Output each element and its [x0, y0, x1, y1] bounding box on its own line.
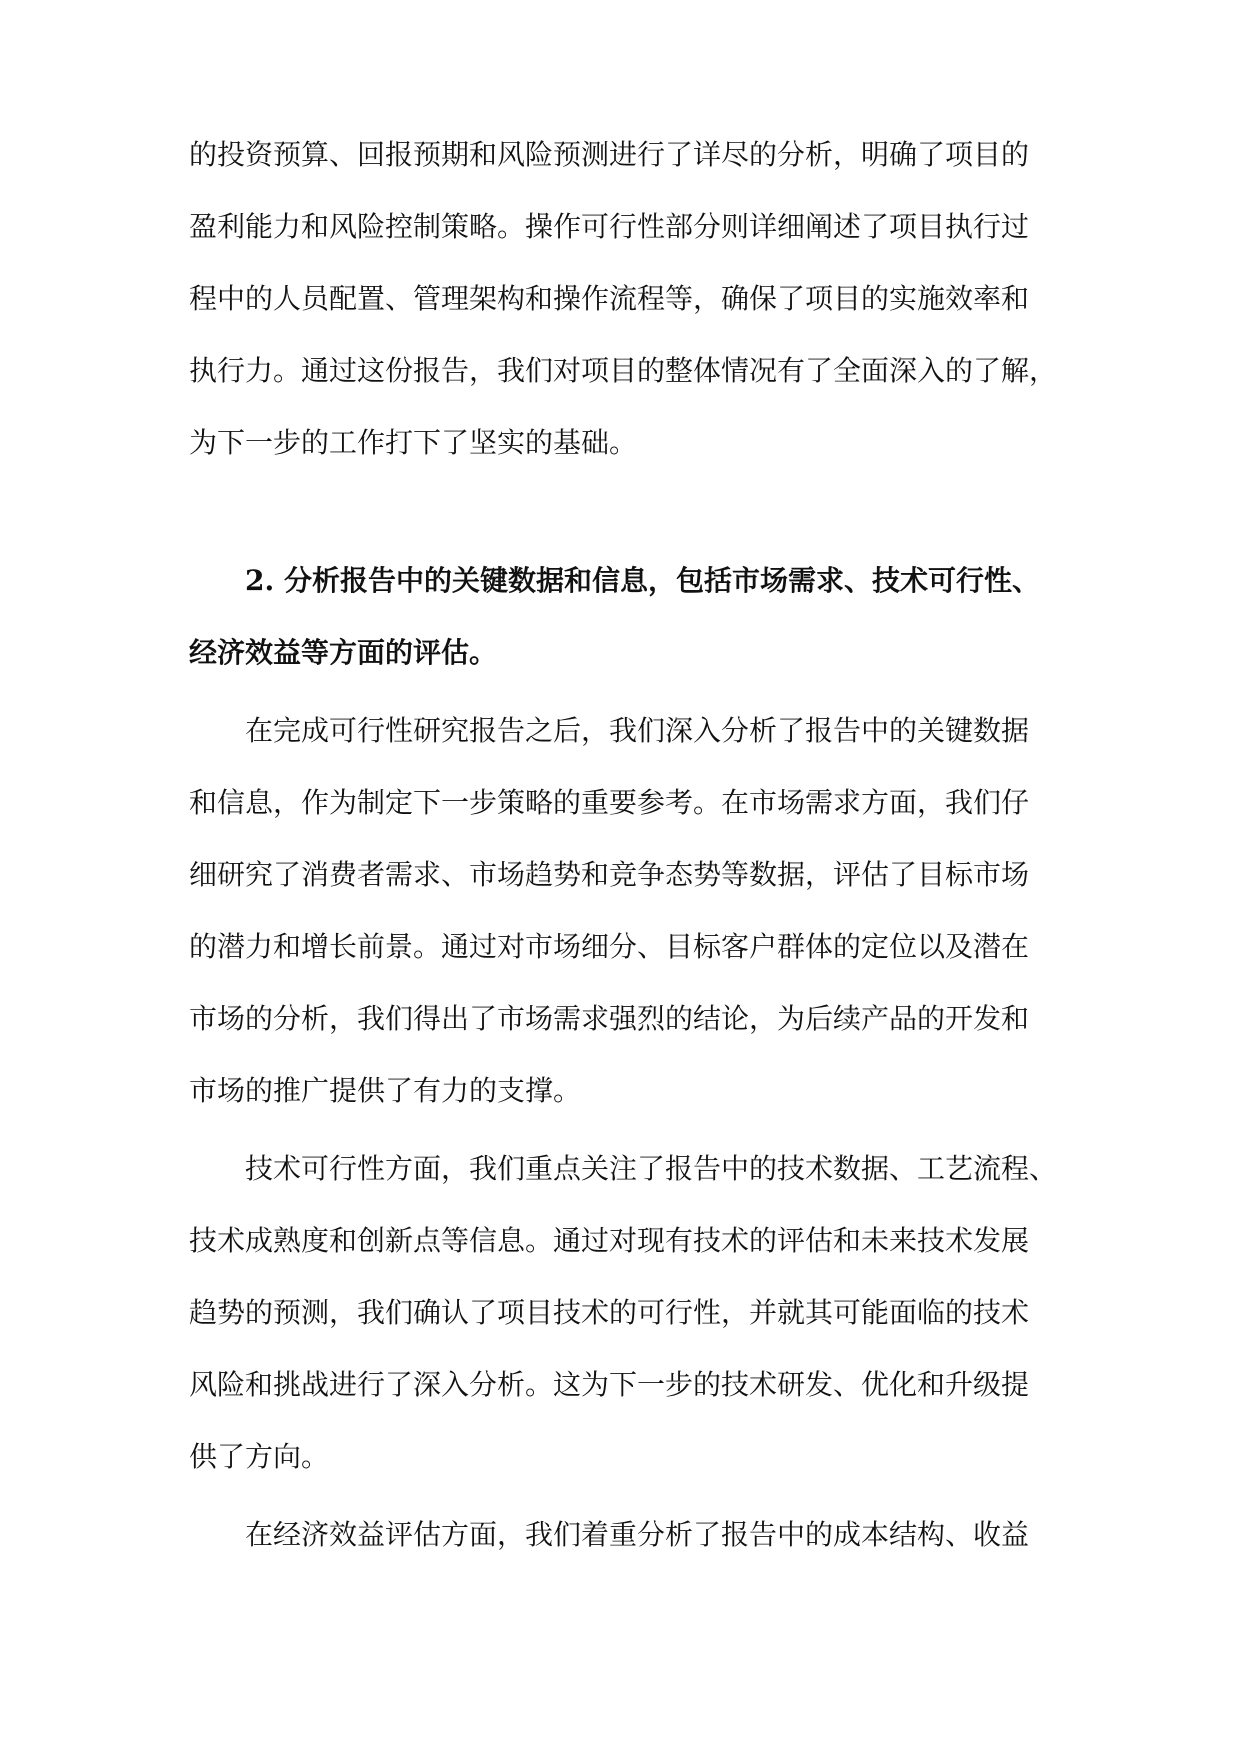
paragraph-2-line-5: 市场的分析，我们得出了市场需求强烈的结论，为后续产品的开发和	[189, 1002, 1030, 1035]
paragraph-3-line-2: 技术成熟度和创新点等信息。通过对现有技术的评估和未来技术发展	[189, 1224, 1030, 1257]
paragraph-2-line-2: 和信息，作为制定下一步策略的重要参考。在市场需求方面，我们仔	[189, 786, 1030, 819]
paragraph-1-line-3: 程中的人员配置、管理架构和操作流程等，确保了项目的实施效率和	[189, 282, 1030, 315]
section-heading-line-1: 2. 分析报告中的关键数据和信息，包括市场需求、技术可行性、	[245, 564, 1040, 597]
paragraph-2-line-1: 在完成可行性研究报告之后，我们深入分析了报告中的关键数据	[245, 714, 1030, 747]
paragraph-2-line-4: 的潜力和增长前景。通过对市场细分、目标客户群体的定位以及潜在	[189, 930, 1030, 963]
paragraph-3-line-4: 风险和挑战进行了深入分析。这为下一步的技术研发、优化和升级提	[189, 1368, 1030, 1401]
paragraph-1-line-1: 的投资预算、回报预期和风险预测进行了详尽的分析，明确了项目的	[189, 138, 1030, 171]
paragraph-1-line-2: 盈利能力和风险控制策略。操作可行性部分则详细阐述了项目执行过	[189, 210, 1030, 243]
paragraph-2-line-3: 细研究了消费者需求、市场趋势和竞争态势等数据，评估了目标市场	[189, 858, 1030, 891]
paragraph-2-line-6: 市场的推广提供了有力的支撑。	[189, 1074, 582, 1107]
paragraph-1-line-4: 执行力。通过这份报告，我们对项目的整体情况有了全面深入的了解，	[189, 354, 1058, 387]
paragraph-3-line-3: 趋势的预测，我们确认了项目技术的可行性，并就其可能面临的技术	[189, 1296, 1030, 1329]
section-heading-line-2: 经济效益等方面的评估。	[189, 636, 498, 669]
paragraph-4-line-1: 在经济效益评估方面，我们着重分析了报告中的成本结构、收益	[245, 1518, 1030, 1551]
paragraph-3-line-1: 技术可行性方面，我们重点关注了报告中的技术数据、工艺流程、	[245, 1152, 1058, 1185]
paragraph-1-line-5: 为下一步的工作打下了坚实的基础。	[189, 426, 638, 459]
paragraph-3-line-5: 供了方向。	[189, 1440, 330, 1473]
